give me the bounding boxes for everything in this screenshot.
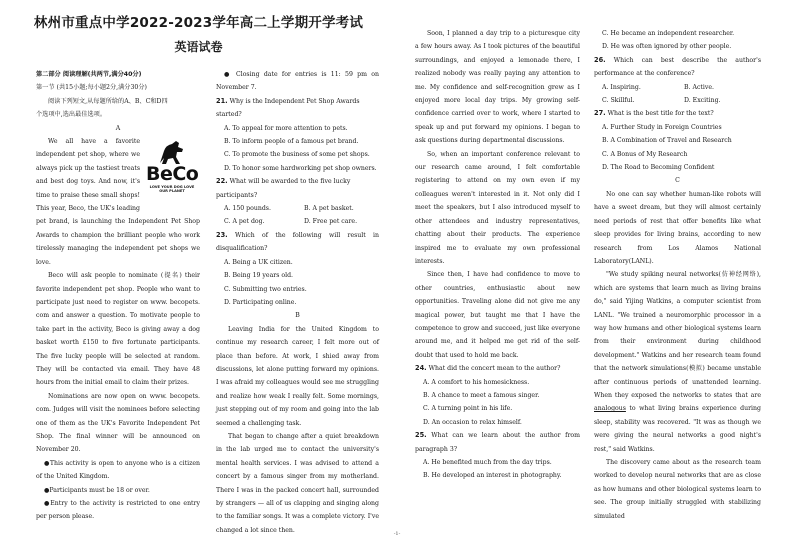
passage-a-para-3: Nominations are now open on www. becopets. com. Judges will visit the nominees before selecting one of them as the UK's Favorite Independent Pet Shop. The final winner will be announced on November 20. xyxy=(36,392,200,454)
column-3 xyxy=(415,27,580,483)
question-24: 24. What did the concert mean to the author? xyxy=(415,364,561,373)
passage-c-label: C xyxy=(675,177,680,185)
part-heading: 第一节 (共15小题;每小题2分,满分30分) xyxy=(36,84,147,92)
option-27-a: A. Further Study in Foreign Countries xyxy=(602,123,722,131)
beco-logo xyxy=(146,137,198,203)
options-26-ab: A. Inspiring. B. Active. xyxy=(602,83,715,91)
logo-tagline: LOVE YOUR DOG LOVE OUR PLANET xyxy=(149,185,195,194)
options-22-cd: C. A pet dog. D. Free pet care. xyxy=(224,218,358,226)
option-23-a: A. Being a UK citizen. xyxy=(224,258,293,266)
section-heading: 第二部分 阅读理解(共两节,满分40分) xyxy=(36,71,142,78)
logo-wordmark: BeCo xyxy=(146,163,199,186)
question-25: 25. What can we learn about the author from paragraph 3? xyxy=(415,431,581,453)
column-4 xyxy=(594,27,761,523)
passage-b-para-1: Leaving India for the United Kingdom to continue my research career, I felt more out of place than before. At work, I shied away from discussions, let alone putting forward my opinions. I was afraid my colleagues would see me struggling and realize how weak I really felt. Some mornings, just stepping out of my room and going into the lab seemed a challenging task. xyxy=(216,325,379,427)
option-24-a: A. A comfort to his homesickness. xyxy=(423,378,530,386)
passage-b-para-2: That began to change after a quiet breakdown in the lab urged me to contact the university's mental health services. I was advised to attend a concert by a famous singer from my motherland. There I was in the packed concert hall, surrounded by strangers — all of us clapping and singing along to the familiar songs. It was a complete victory. I've changed a lot since then. xyxy=(216,432,379,534)
passage-b-para-3: Soon, I planned a day trip to a picturesque city a few hours away. As I took pictures of the beautiful surroundings, and enjoyed a lemonade there, I realized nobody was really paying any attention to me. My confidence and self-recognition grew as I enjoyed more local day trips. My growing self-confidence carried over to work, where I started to speak up and put forward my opinions. I began to ask questions during departmental discussions. xyxy=(415,30,580,145)
passage-c-para-1: No one can say whether human-like robots will have a sweet dream, but they will almost certainly need periods of rest that offer benefits like what sleep provides for living brains, according to new research from Los Alamos National Laboratory(LANL). xyxy=(594,190,761,265)
question-26: 26. Which can best describe the author's performance at the conference? xyxy=(594,55,761,78)
option-23-b: B. Being 19 years old. xyxy=(224,272,293,280)
page-subtitle: 英语试卷 xyxy=(174,40,223,54)
column-2 xyxy=(216,68,379,537)
question-23: 23. Which of the following will result in disqualification? xyxy=(216,230,379,253)
column-1 xyxy=(36,68,200,524)
question-21: 21. Why is the Independent Pet Shop Awards started? xyxy=(216,96,360,119)
options-26-cd: C. Skillful. D. Exciting. xyxy=(602,97,721,105)
options-22-ab: A. 150 pounds. B. A pet basket. xyxy=(224,205,354,213)
passage-a-label: A xyxy=(115,124,121,132)
rule-bullet-4: ● Closing date for entries is 11: 59 pm on November 7. xyxy=(216,71,379,92)
option-25-b: B. He developed an interest in photography. xyxy=(423,472,562,480)
option-24-b: B. A chance to meet a famous singer. xyxy=(423,391,540,399)
option-25-c: C. He became an independent researcher. xyxy=(602,30,735,37)
passage-a-para-2: Beco will ask people to nominate (提名) their favorite independent pet shop. People who want to participate just need to register on www. becopets. com and answer a question. To motivate people to take part in the activity, Beco is giving away a dog basket worth £150 to five fortunate participants. The five lucky people will be selected at random. They will be contacted via email. They have 48 hours from the initial email to claim their prizes. xyxy=(36,272,200,387)
passage-c-para-3: The discovery came about as the research team worked to develop neural networks that are as close as how humans and other biological systems learn to see. The group initially struggled with stabilizing simulated xyxy=(594,459,761,520)
rule-bullet-3: ●Entry to the activity is restricted to one entry per person please. xyxy=(36,500,200,521)
page-number: -1- xyxy=(393,531,401,537)
passage-b-para-4: So, when an important conference relevant to our research came around, I felt comfortable registering to attend on my own even if my colleagues weren't interested in it. Not only did I meet the speakers, but I also introduced myself to other attendees and industry representatives, chatting about their products. The experience inspired me to evaluate my own professional interests. xyxy=(415,150,580,265)
passage-c-para-2: "We study spiking neural networks(仿神经网络), which are systems that learn much as living brains do," said Yijing Watkins, a computer scientist from LANL. "We trained a neuromorphic processor in a way how humans and other biological systems learn from their environment during childhood development." Watkins and her research team found that the network simulations(模拟) became unstable after continuous periods of unattended learning. When they exposed the networks to states that are analogous to what living brains experience during sleep, stability was recovered. "It was as though we were giving the neural networks a good night's rest," said Watkins. xyxy=(594,271,761,453)
option-21-d: D. To honor some hardworking pet shop owners. xyxy=(224,164,377,172)
option-24-d: D. An occasion to relax himself. xyxy=(423,418,522,426)
option-21-b: B. To inform people of a famous pet brand. xyxy=(224,138,359,146)
option-23-d: D. Participating online. xyxy=(224,298,297,306)
question-27: 27. What is the best title for the text? xyxy=(594,109,714,118)
underlined-word: analogous xyxy=(594,405,626,413)
option-25-d: D. He was often ignored by other people. xyxy=(602,43,732,51)
rule-bullet-2: ●Participants must be 18 or over. xyxy=(44,486,150,494)
option-23-c: C. Submitting two entries. xyxy=(224,285,307,293)
option-24-c: C. A turning point in his life. xyxy=(423,405,513,413)
instructions-cont: 个选项中,选出最佳选项。 xyxy=(36,111,107,119)
option-27-c: C. A Bonus of My Research xyxy=(602,150,688,158)
option-27-b: B. A Combination of Travel and Research xyxy=(602,137,732,145)
option-25-a: A. He benefited much from the day trips. xyxy=(423,459,552,466)
passage-b-label: B xyxy=(295,312,300,320)
passage-a-para-1: We all have a favorite independent pet shop, where we always pick up the tastiest treats and best dog toys. And now, it's time to praise these small shops! This year, Beco, the UK's leading pet brand, is launching the Independent Pet Shop Awards to champion the brilliant people who work tirelessly managing the independent pet shops we love. xyxy=(36,138,200,266)
page-title: 林州市重点中学2022-2023学年高二上学期开学考试 xyxy=(33,15,364,31)
passage-b-para-5: Since then, I have had confidence to move to other countries, enthusiastic about new opportunities. Traveling alone did not give me any magical power, but taught me that I have the competence to grow and succeed, just like everyone around me, and it helped me get rid of the self-doubt that used to hold me back. xyxy=(415,271,580,359)
instructions: 阅读下列短文,从每题所给的A、B、C和D四 xyxy=(48,97,168,105)
option-27-d: D. The Road to Becoming Confident xyxy=(602,164,715,172)
option-21-a: A. To appeal for more attention to pets. xyxy=(224,124,348,132)
option-21-c: C. To promote the business of some pet shops. xyxy=(224,151,370,159)
question-22: 22. What will be awarded to the five lucky participants? xyxy=(216,177,351,199)
rule-bullet-1: ●This activity is open to anyone who is a citizen of the United Kingdom. xyxy=(36,459,200,481)
